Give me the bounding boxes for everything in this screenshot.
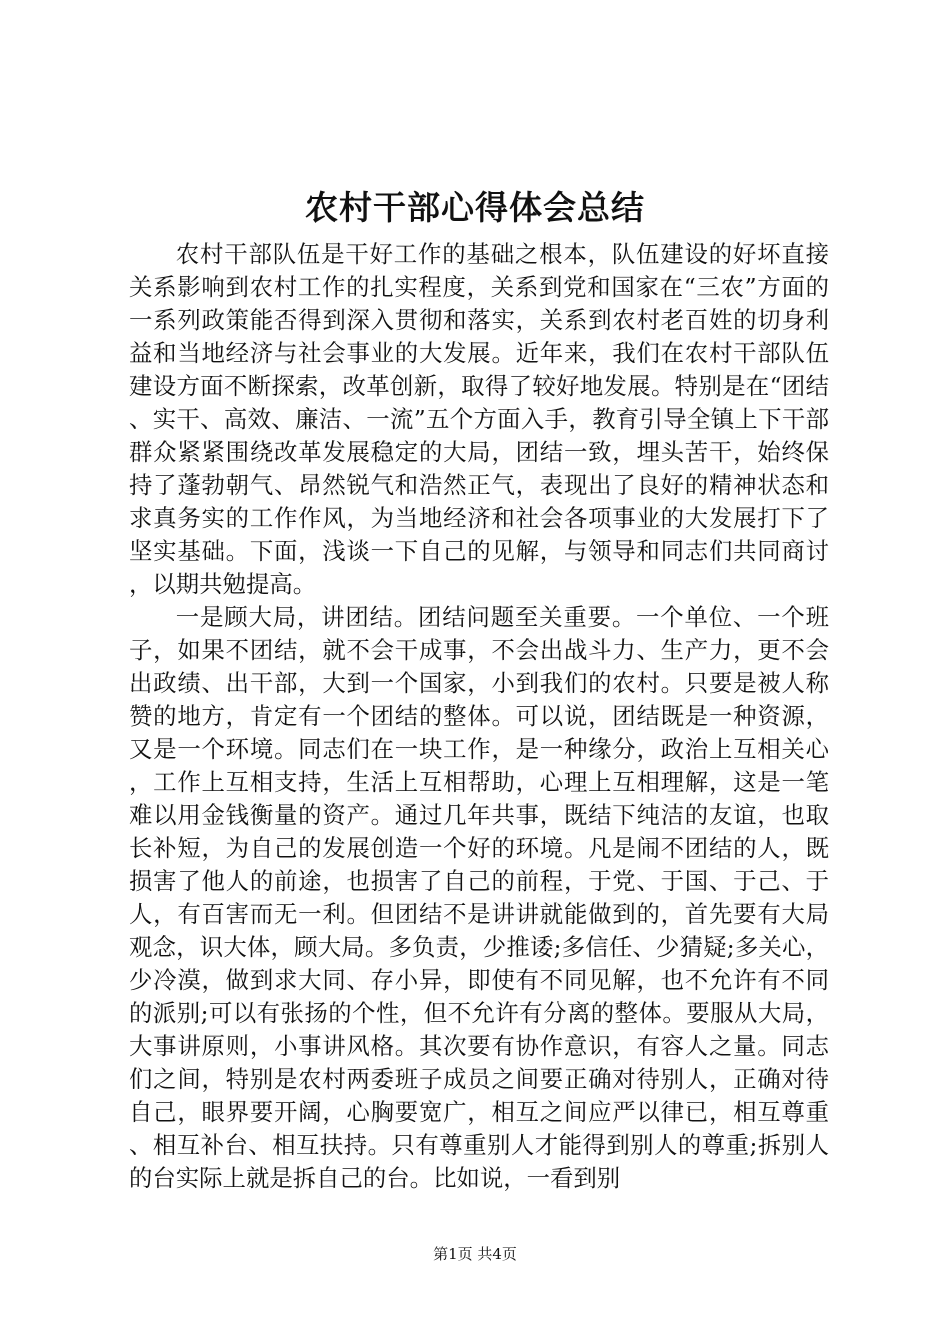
paragraph-unity: 一是顾大局，讲团结。团结问题至关重要。一个单位、一个班子，如果不团结，就不会干成事，不会出战斗力、生产力，更不会出政绩、出干部，大到一个国家，小到我们的农村。只要是被人称赞的地方，肯定有一个团结的整体。可以说，团结既是一种资源，又是一个环境。同志们在一块工作，是一种缘分，政治上互相关心，工作上互相支持，生活上互相帮助，心理上互相理解，这是一笔难以用金钱衡量的资产。通过几年共事，既结下纯洁的友谊，也取长补短，为自己的发展创造一个好的环境。凡是闹不团结的人，既损害了他人的前途，也损害了自己的前程，于党、于国、于己、于人，有百害而无一利。但团结不是讲讲就能做到的，首先要有大局观念，识大体，顾大局。多负责，少推诿;多信任、少猜疑;多关心，少冷漠，做到求大同、存小异，即使有不同见解，也不允许有不同的派别;可以有张扬的个性，但不允许有分离的整体。要服从大局，大事讲原则，小事讲风格。其次要有协作意识，有容人之量。同志们之间，特别是农村两委班子成员之间要正确对待别人，正确对待自己，眼界要开阔，心胸要宽广，相互之间应严以律已，相互尊重、相互补台、相互扶持。只有尊重别人才能得到别人的尊重;拆别人的台实际上就是拆自己的台。比如说，一看到别 [129,603,829,1192]
document-title: 农村干部心得体会总结 [305,188,645,227]
page-footer: 第1页 共4页 [433,1245,517,1263]
document-body [129,238,829,1195]
paragraph-intro: 农村干部队伍是干好工作的基础之根本，队伍建设的好坏直接关系影响到农村工作的扎实程度，关系到党和国家在“三农”方面的一系列政策能否得到深入贯彻和落实，关系到农村老百姓的切身利益和当地经济与社会事业的大发展。近年来，我们在农村干部队伍建设方面不断探索，改革创新，取得了较好地发展。特别是在“团结、实干、高效、廉洁、一流”五个方面入手，教育引导全镇上下干部群众紧紧围绕改革发展稳定的大局，团结一致，埋头苦干，始终保持了蓬勃朝气、昂然锐气和浩然正气，表现出了良好的精神状态和求真务实的工作作风，为当地经济和社会各项事业的大发展打下了坚实基础。下面，浅谈一下自己的见解，与领导和同志们共同商讨，以期共勉提高。 [129,240,829,598]
